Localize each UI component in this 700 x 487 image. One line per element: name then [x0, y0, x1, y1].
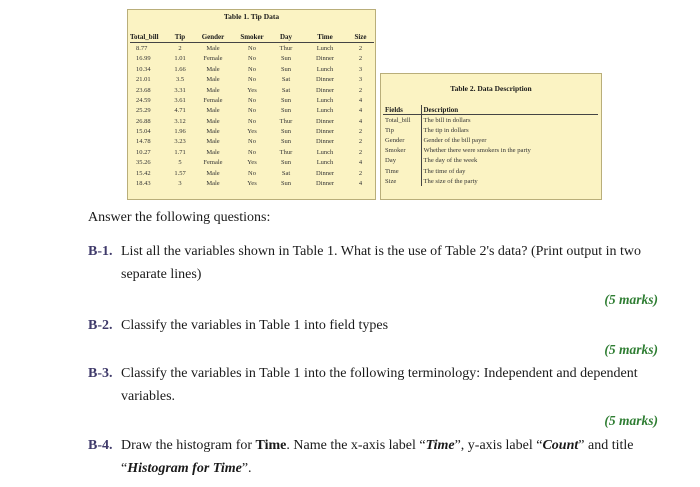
question-b3-label: B-3.: [88, 366, 113, 381]
table-cell: The tip in dollars: [423, 126, 469, 134]
table-cell: 2: [358, 86, 363, 94]
table-cell: 2: [178, 44, 182, 52]
table-cell: Male: [206, 148, 220, 156]
table-cell: 16.99: [136, 55, 151, 63]
question-b4-text-d: ” and title “: [121, 438, 634, 476]
table-row: [383, 146, 598, 156]
question-b4-label: B-4.: [88, 438, 113, 453]
table-cell: 1.96: [174, 128, 186, 136]
table-cell: Dinner: [315, 128, 335, 136]
table-cell: Sat: [281, 76, 291, 84]
table-cell: Female: [203, 159, 223, 167]
table-cell: 3.23: [174, 138, 186, 146]
table-cell: Dinner: [315, 117, 335, 125]
question-b3-text: Classify the variables in Table 1 into the following terminology: Independent and dependent variables.: [121, 366, 638, 404]
table-cell: 10.34: [136, 65, 151, 73]
table-cell: 4: [358, 159, 363, 167]
table1: [130, 33, 374, 189]
column-header: Smoker: [235, 33, 269, 43]
table-cell: No: [248, 138, 256, 146]
table-row: [383, 115, 598, 126]
table-cell: Sun: [280, 65, 292, 73]
table-cell: No: [248, 107, 256, 115]
table-row: [383, 156, 598, 166]
table-cell: Smoker: [383, 146, 421, 156]
table-cell: Sun: [280, 55, 292, 63]
table-cell: No: [248, 55, 256, 63]
table-cell: Sun: [280, 159, 292, 167]
question-b4-text-b: . Name the x-axis label “: [286, 438, 426, 453]
table-row: [130, 169, 374, 179]
table-cell: 3.61: [174, 96, 186, 104]
table-cell: 2: [358, 169, 363, 177]
table-cell: 1.57: [174, 169, 186, 177]
question-b1-marks: (5 marks): [604, 292, 658, 307]
table-row: [130, 127, 374, 137]
column-header: Tip: [169, 33, 191, 43]
question-b4-text-c: ”, y-axis label “: [454, 438, 543, 453]
table-row: [130, 65, 374, 75]
table-cell: Time: [383, 166, 421, 176]
table-row: [383, 135, 598, 145]
table-cell: 24.59: [136, 96, 151, 104]
table-cell: Yes: [247, 180, 257, 188]
table-cell: Tip: [383, 125, 421, 135]
question-b4-bold-time: Time: [255, 438, 287, 453]
table-cell: Male: [206, 44, 220, 52]
table-cell: Male: [206, 180, 220, 188]
table-cell: Sun: [280, 138, 292, 146]
table-cell: Lunch: [316, 159, 334, 167]
table1-panel: [127, 9, 376, 200]
question-b2-label: B-2.: [88, 318, 113, 333]
table-cell: The size of the party: [423, 177, 478, 185]
table-cell: 3.12: [174, 117, 186, 125]
table1-title: Table 1. Tip Data: [223, 12, 280, 21]
table-cell: Male: [206, 86, 220, 94]
table-cell: Thur: [279, 148, 293, 156]
table-row: [130, 86, 374, 96]
table-cell: Male: [206, 107, 220, 115]
table-cell: 25.29: [136, 107, 151, 115]
instructions: Answer the following questions:: [88, 210, 271, 225]
table-cell: No: [248, 117, 256, 125]
question-b4-y-label: Count: [542, 438, 579, 453]
table-cell: Male: [206, 65, 220, 73]
table-cell: Sun: [280, 180, 292, 188]
table-cell: 2: [358, 44, 363, 52]
table-row: [130, 75, 374, 85]
column-header: Gender: [191, 33, 235, 43]
table-cell: Day: [383, 156, 421, 166]
table-cell: Male: [206, 169, 220, 177]
table-cell: 10.27: [136, 148, 151, 156]
table-row: [130, 117, 374, 127]
question-b4-text-e: ”.: [241, 461, 252, 476]
table-cell: No: [248, 169, 256, 177]
table-cell: Total_bill: [383, 115, 421, 126]
table-cell: Dinner: [315, 76, 335, 84]
table-row: [130, 138, 374, 148]
table-cell: Sat: [281, 86, 291, 94]
table-cell: 2: [358, 128, 363, 136]
table-cell: Sat: [281, 169, 291, 177]
table-cell: 21.01: [136, 76, 151, 84]
table-cell: The bill in dollars: [423, 116, 471, 124]
table-cell: 4: [358, 117, 363, 125]
table-cell: 2: [358, 148, 363, 156]
table-cell: Whether there were smokers in the party: [423, 147, 531, 155]
table-cell: Gender of the bill payer: [423, 136, 487, 144]
table-cell: Yes: [247, 159, 257, 167]
table-cell: Male: [206, 128, 220, 136]
table2-panel: [380, 73, 602, 200]
table-cell: Dinner: [315, 138, 335, 146]
question-b2-marks: (5 marks): [604, 342, 658, 357]
table2-header-row: [383, 105, 598, 115]
table-row: [130, 106, 374, 116]
table-cell: Sun: [280, 96, 292, 104]
table-row: [130, 54, 374, 64]
table-row: [383, 176, 598, 186]
table-cell: Size: [383, 176, 421, 186]
table-cell: 15.42: [136, 169, 151, 177]
table-cell: 3: [358, 76, 363, 84]
table-row: [130, 158, 374, 168]
table2-body: [383, 115, 598, 187]
table-cell: 1.71: [174, 148, 186, 156]
table-cell: The day of the week: [423, 157, 478, 165]
table-cell: 3.5: [175, 76, 185, 84]
column-header: Time: [303, 33, 347, 43]
table-cell: Sun: [280, 128, 292, 136]
table-cell: 35.26: [136, 159, 151, 167]
question-b4-x-label: Time: [425, 438, 455, 453]
question-b1-text: List all the variables shown in Table 1. What is the use of Table 2's data? (Print output in two separate lines): [121, 244, 642, 282]
table-cell: 14.78: [136, 138, 151, 146]
table-cell: Lunch: [316, 107, 334, 115]
table-cell: Yes: [247, 86, 257, 94]
table-row: [130, 179, 374, 189]
table-cell: Lunch: [316, 148, 334, 156]
table-cell: Male: [206, 138, 220, 146]
table-cell: 18.43: [136, 180, 151, 188]
table-cell: Female: [203, 96, 223, 104]
table-cell: Lunch: [316, 96, 334, 104]
column-header: Fields: [383, 105, 421, 115]
table-cell: Male: [206, 76, 220, 84]
table-row: [383, 125, 598, 135]
column-header: Total_bill: [130, 33, 169, 43]
table-row: [130, 96, 374, 106]
table-cell: Gender: [383, 135, 421, 145]
table2-title: Table 2. Data Description: [450, 84, 532, 93]
table-cell: No: [248, 96, 256, 104]
table-cell: Dinner: [315, 169, 335, 177]
table1-body: [130, 43, 374, 190]
table-cell: No: [248, 148, 256, 156]
column-header: Day: [269, 33, 303, 43]
table-cell: No: [248, 76, 256, 84]
table-cell: 3: [358, 65, 363, 73]
table-cell: No: [248, 65, 256, 73]
table-cell: 5: [178, 159, 182, 167]
table-cell: 8.77: [136, 44, 148, 52]
table-cell: Thur: [279, 117, 293, 125]
table-cell: 1.01: [174, 55, 186, 63]
table-cell: 3.31: [174, 86, 186, 94]
table-cell: 1.66: [174, 65, 186, 73]
table-cell: 23.68: [136, 86, 151, 94]
table-cell: 15.04: [136, 128, 151, 136]
table-row: [130, 148, 374, 158]
table-cell: Lunch: [316, 65, 334, 73]
table-cell: 3: [178, 180, 182, 188]
table-cell: 26.88: [136, 117, 151, 125]
table-cell: 2: [358, 55, 363, 63]
question-b4-text: [121, 434, 669, 480]
table-row: [383, 166, 598, 176]
table-cell: 2: [358, 138, 363, 146]
table-cell: 4: [358, 107, 363, 115]
table-cell: Yes: [247, 128, 257, 136]
table-cell: No: [248, 44, 256, 52]
table2: [383, 105, 598, 186]
table-cell: Male: [206, 117, 220, 125]
question-b4-text-a: Draw the histogram for: [121, 438, 256, 453]
column-header: Description: [421, 105, 598, 115]
question-b1-label: B-1.: [88, 244, 113, 259]
table-row: [130, 43, 374, 55]
table-cell: Dinner: [315, 55, 335, 63]
table-cell: 4.71: [174, 107, 186, 115]
table-cell: Sun: [280, 107, 292, 115]
table-cell: 4: [358, 96, 363, 104]
table-cell: 4: [358, 180, 363, 188]
table-cell: The time of day: [423, 167, 466, 175]
table-cell: Lunch: [316, 44, 334, 52]
question-b4-title: Histogram for Time: [127, 461, 242, 476]
table-cell: Dinner: [315, 180, 335, 188]
table-cell: Thur: [279, 44, 293, 52]
question-b3-marks: (5 marks): [604, 413, 658, 428]
table-cell: Dinner: [315, 86, 335, 94]
table-cell: Female: [203, 55, 223, 63]
table1-header-row: [130, 33, 374, 43]
column-header: Size: [347, 33, 374, 43]
question-b2-text: Classify the variables in Table 1 into field types: [121, 318, 389, 333]
